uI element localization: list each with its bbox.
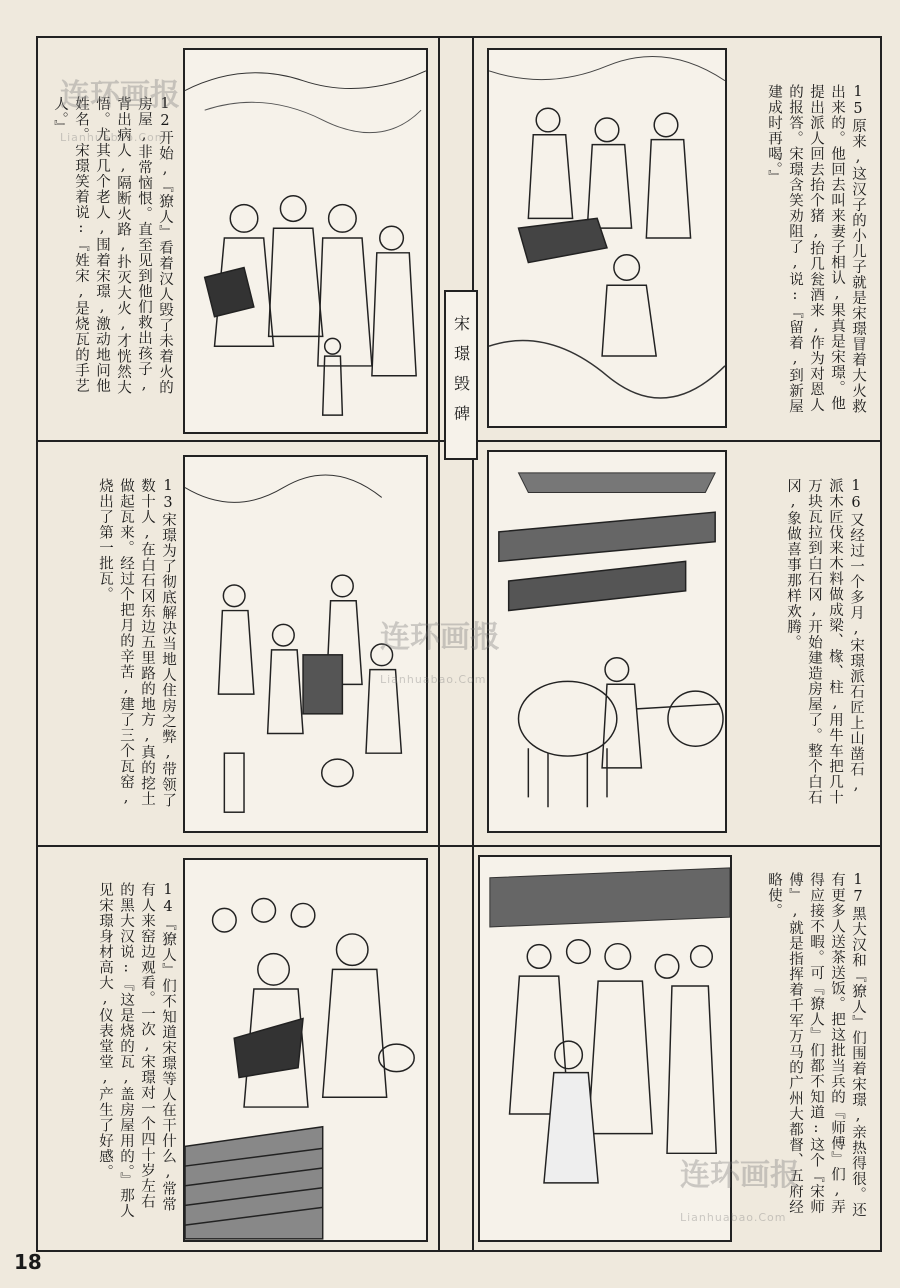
caption-panel-14: 14『獠人』们不知道宋璟等人在干什么,常常有人来窑边观看。一次,宋璟对一个四十岁左右的黑大汉说:『这是烧的瓦,盖房屋用的。』那人见宋璟身材高大,仪表堂堂,产生了好感。: [97, 882, 176, 1219]
caption-panel-16: 16又经过一个多月,宋璟派石匠上山凿石,派木匠伐来木料做成梁、椽、柱,用牛车把几十万块瓦拉到白石冈,开始建造房屋了。整个白石冈,象做喜事那样欢腾。: [785, 478, 864, 805]
series-title: 宋璟毁碑: [444, 290, 478, 460]
ox-cart-building-illustration: [489, 452, 725, 831]
panel-15-illustration: [487, 48, 727, 428]
panel-14-illustration: [183, 858, 428, 1242]
man-carrying-child-illustration: [489, 50, 725, 426]
roof-tiles-conversation-illustration: [185, 860, 426, 1240]
watermark-top-left: 连环画报 Lianhuabao.Com: [60, 78, 180, 144]
page-number: 18: [14, 1250, 42, 1274]
villagers-surround-song-jing-illustration: [185, 50, 426, 432]
caption-panel-12: 12开始,『獠人』看着汉人毁了未着火的房屋,非常恼恨。直至见到他们救出孩子,背出病人,隔断火路,扑灭大火,才恍然大悟。尤其几个老人,围着宋璟,激动地问他姓名。宋璟笑着说:『姓宋,是烧瓦的手艺人。』: [52, 96, 173, 395]
watermark-middle: 连环画报 Lianhuabao.Com: [380, 620, 500, 686]
panel-12-illustration: [183, 48, 428, 434]
panel-16-illustration: [487, 450, 727, 833]
caption-panel-15: 15原来,这汉子的小儿子就是宋璟冒着大火救出来的。他回去叫来妻子相认,果真是宋璟。他提出派人回去抬个猪,抬几瓮酒来,作为对恩人的报答。宋璟含笑劝阻了,说:『留着,到新屋建成时再喝。』: [766, 84, 866, 414]
watermark-bottom-right: 连环画报 Lianhuabao.Com: [680, 1158, 800, 1224]
caption-panel-13: 13宋璟为了彻底解决当地人住房之弊,带领了数十人,在白石冈东边五里路的地方,真的挖土做起瓦来。经过个把月的辛苦,建了三个瓦窑,烧出了第一批瓦。: [97, 478, 176, 808]
row-divider-2: [36, 845, 882, 847]
caption-panel-17: 17黑大汉和『獠人』们围着宋璟,亲热得很。还有更多人送茶送饭。把这批当兵的『师傅』们,弄得应接不暇。可『獠人』们都不知道:这个『宋师傅』,就是指挥着千军万马的广州大都督、五府经略使。: [766, 872, 866, 1218]
